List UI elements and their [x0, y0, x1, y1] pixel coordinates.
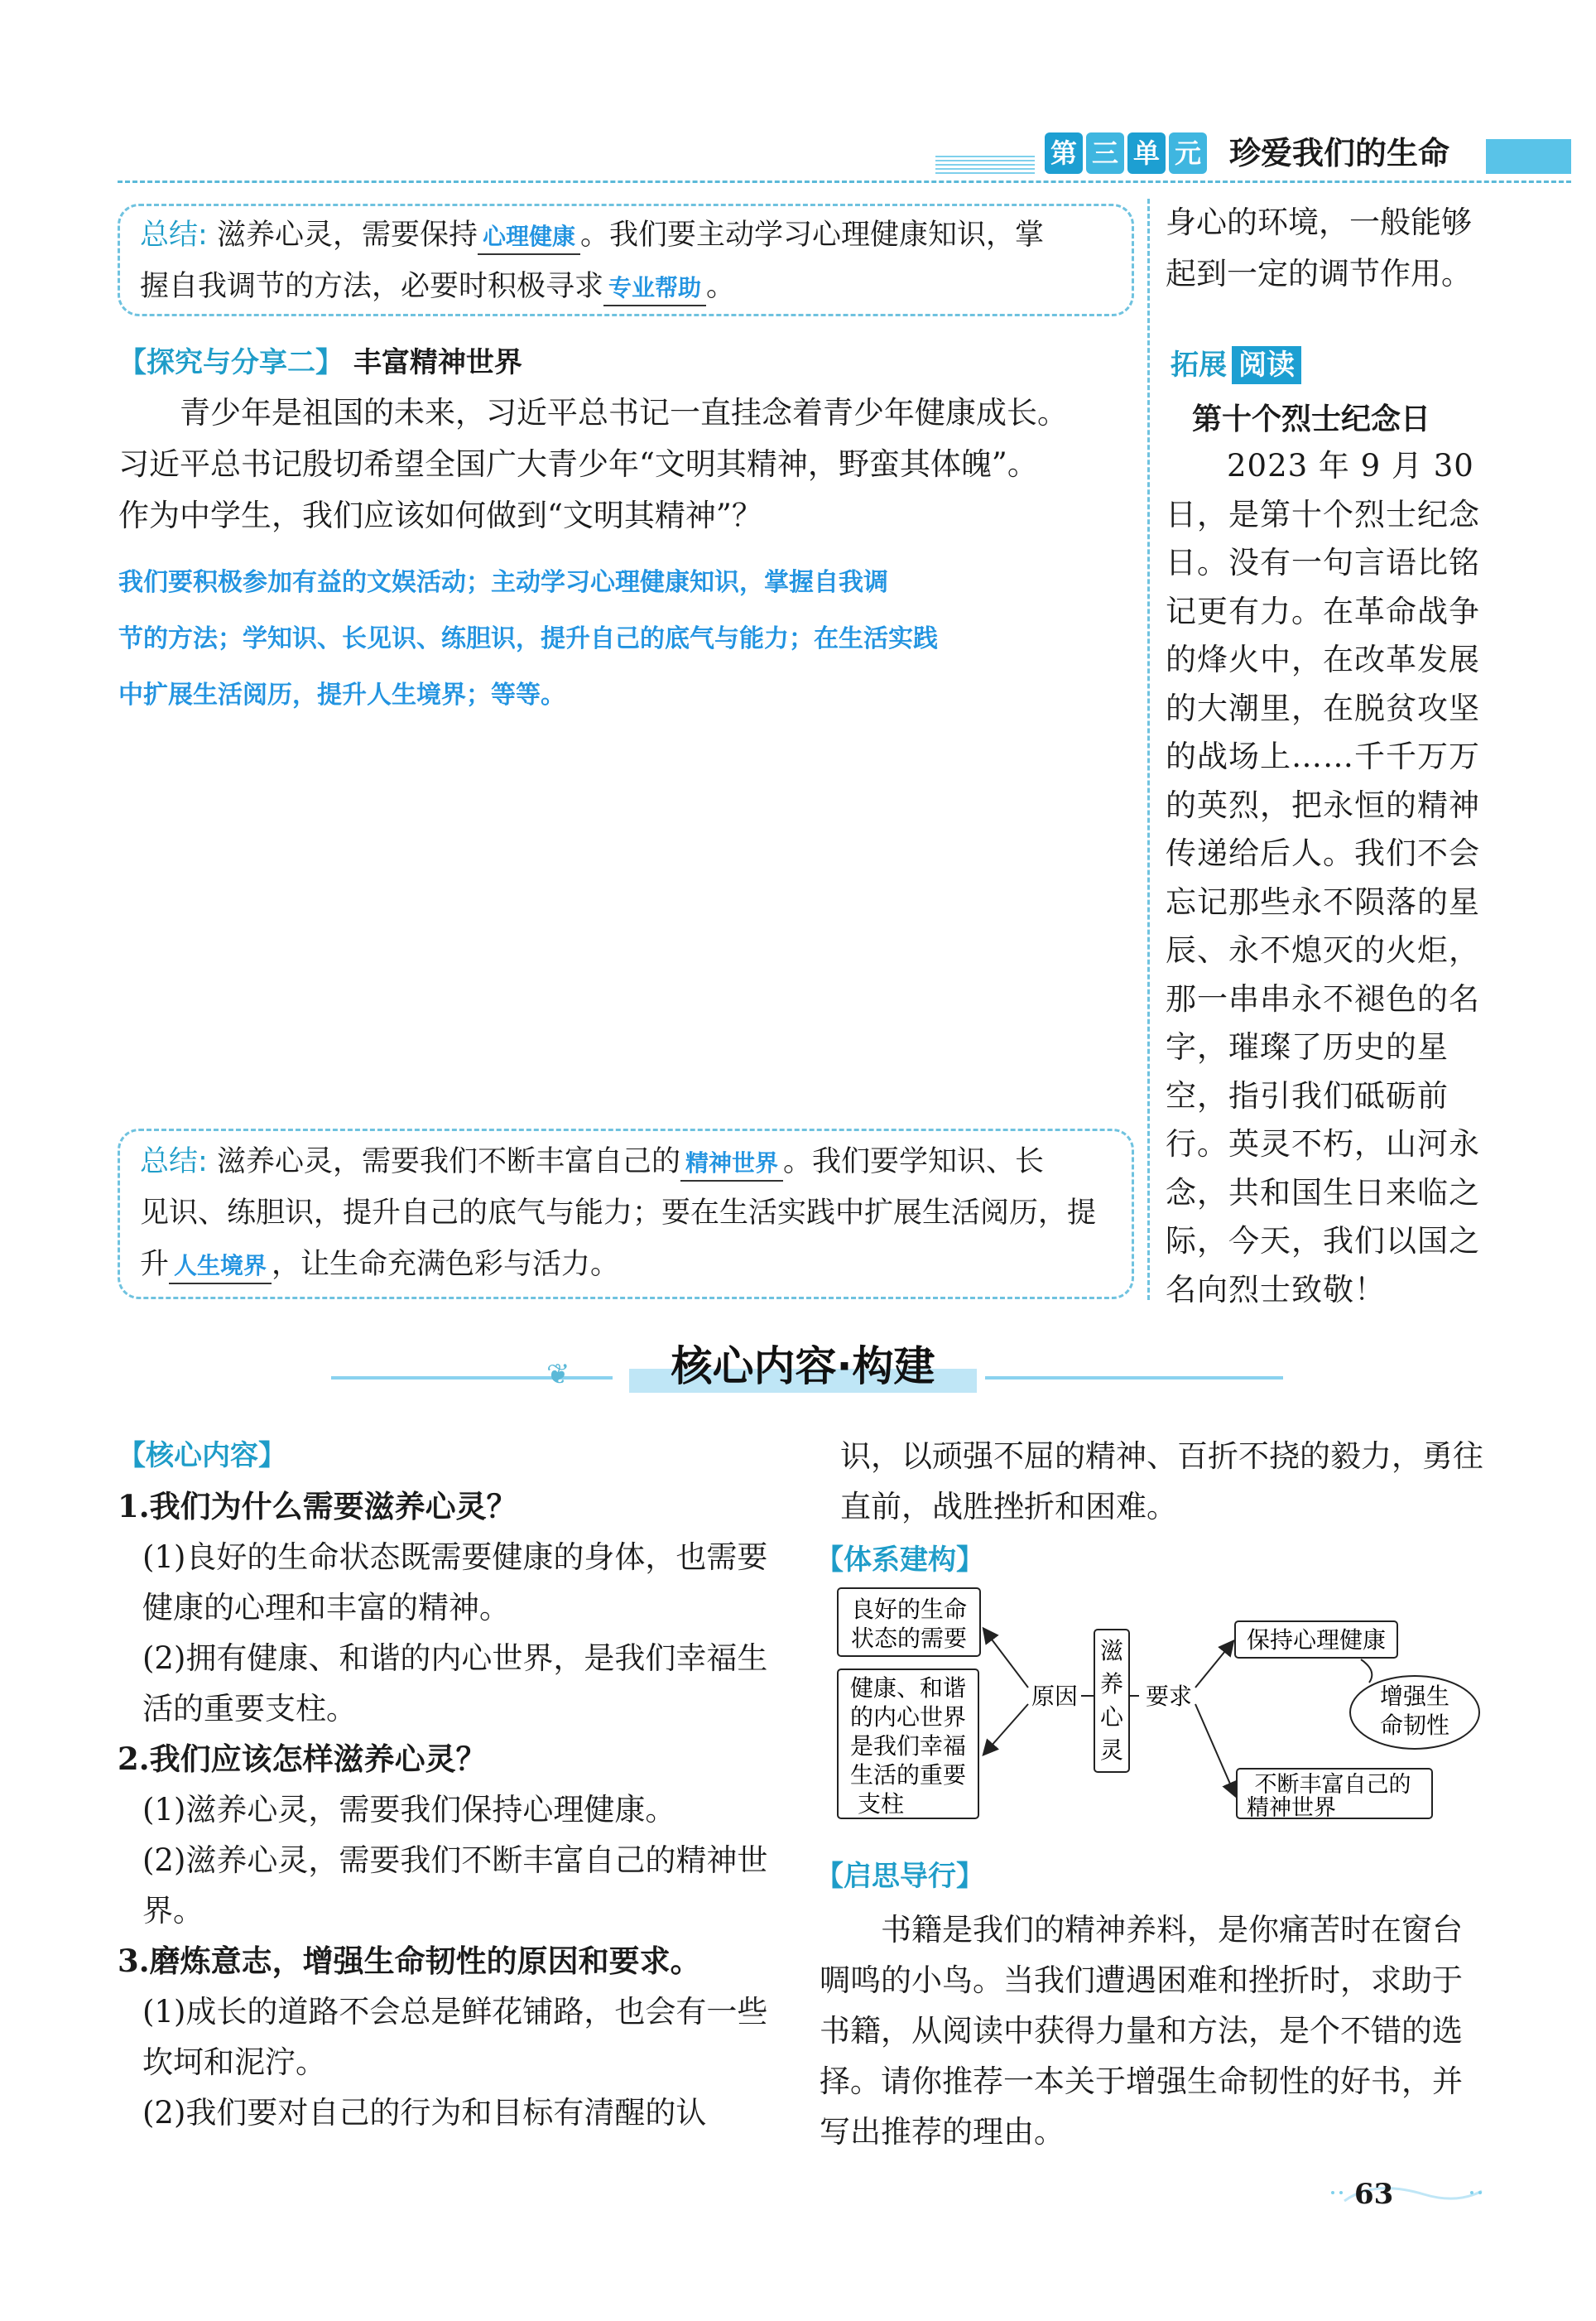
swirl-icon: ❦ [546, 1358, 570, 1391]
paragraph-line: 青少年是祖国的未来，习近平总书记一直挂念着青少年健康成长。 [180, 395, 1068, 431]
core-banner-title: 核心内容·构建 [629, 1340, 977, 1393]
diagram-text: 不断丰富自己的 [1254, 1772, 1411, 1798]
tag-part: 阅读 [1232, 346, 1301, 384]
summary-text: ，让生命充满色彩与活力。 [272, 1248, 620, 1281]
answer-line: 中扩展生活阅历，提升人生境界；等等。 [118, 681, 565, 710]
section-title: 丰富精神世界 [353, 346, 522, 379]
question: 2.我们应该怎样滋养心灵？ [118, 1741, 487, 1777]
answer: (2)拥有健康、和谐的内心世界，是我们幸福生活的重要支柱。 [142, 1640, 768, 1726]
guide-text: 书籍是我们的精神养料，是你痛苦时在窗台啁鸣的小鸟。当我们遭遇困难和挫折时，求助于书籍，从阅读中获得力量和方法，是个不错的选择。请你推荐一本关于增强生命韧性的好书，并写出推荐的理由。 [820, 1912, 1463, 2150]
diagram-text: 良好的生命 [850, 1596, 968, 1623]
diagram-text: 保持心理健康 [1246, 1626, 1387, 1654]
answer: (2)滋养心灵，需要我们不断丰富自己的精神世界。 [142, 1842, 768, 1929]
page-number-decoration [1324, 2169, 1490, 2211]
core-content-right [815, 1431, 1494, 1586]
diagram-text: 增强生 [1379, 1683, 1450, 1710]
diagram-text: 要求 [1145, 1683, 1193, 1710]
diagram-text: 健康、和谐 [849, 1674, 967, 1702]
answer-blank: 精神世界 [680, 1147, 783, 1182]
banner-line [985, 1376, 1283, 1380]
answer: (2)我们要对自己的行为和目标有清醒的认 [142, 2095, 707, 2131]
diagram-text: 灵 [1099, 1736, 1124, 1764]
section-heading [118, 339, 522, 380]
unit-char: 单 [1127, 132, 1166, 174]
summary-text: 。 [706, 270, 736, 303]
diagram-text: 的内心世界 [849, 1703, 967, 1731]
extended-reading-title: 第十个烈士纪念日 [1192, 402, 1431, 436]
diagram-arrow [1195, 1642, 1233, 1688]
diagram-text: 滋 [1099, 1637, 1124, 1664]
diagram-text: 命韧性 [1379, 1712, 1450, 1739]
unit-char: 三 [1086, 132, 1124, 174]
diagram-text: 支柱 [857, 1790, 905, 1818]
extended-reading-tag [1166, 346, 1301, 384]
diagram-text: 心 [1099, 1703, 1124, 1731]
header-bar [1486, 139, 1571, 174]
diagram-text: 养 [1099, 1670, 1124, 1697]
header-divider [118, 181, 1571, 183]
diagram-arrow [1195, 1704, 1235, 1795]
summary-text: 见识、练胆识，提升自己的底气与能力；要在生活实践中扩展生活阅历，提 [140, 1197, 1097, 1230]
handwritten-answer [118, 555, 1141, 724]
summary-label: 总结: [140, 1145, 208, 1178]
sidebar-top-text [1166, 197, 1493, 300]
answer-line: 节的方法；学知识、长见识、练胆识，提升自己的底气与能力；在生活实践 [118, 624, 938, 653]
sidebar-line: 身心的环境，一般能够 [1166, 205, 1472, 240]
diagram-text: 生活的重要 [849, 1761, 967, 1789]
summary-label: 总结: [140, 219, 208, 252]
summary-text: 滋养心灵，需要我们不断丰富自己的 [216, 1145, 680, 1178]
summary-text: 。我们要学知识、长 [782, 1145, 1044, 1178]
diagram-arrow [984, 1704, 1028, 1754]
tag-part: 拓展 [1166, 346, 1232, 384]
diagram-text: 原因 [1031, 1683, 1079, 1710]
section-bracket: 【探究与分享二】 [118, 346, 344, 379]
page-number: 63 [1354, 2178, 1394, 2211]
diagram-text: 状态的需要 [850, 1625, 968, 1652]
answer: (1)成长的道路不会总是鲜花铺路，也会有一些坎坷和泥泞。 [142, 1994, 768, 2080]
guide-tag: 【启思导行】 [815, 1860, 984, 1893]
answer-blank: 专业帮助 [603, 272, 706, 306]
core-tag: 【核心内容】 [118, 1439, 286, 1472]
diagram-arrow [984, 1630, 1028, 1688]
summary-text: 滋养心灵，需要保持 [216, 219, 478, 252]
answer-blank: 人生境界 [169, 1250, 272, 1284]
answer: (1)滋养心灵，需要我们保持心理健康。 [142, 1792, 676, 1827]
question: 3.磨炼意志，增强生命韧性的原因和要求。 [118, 1943, 701, 1979]
answer-continued: 识，以顽强不屈的精神、百折不挠的毅力，勇往直前，战胜挫折和困难。 [840, 1438, 1483, 1524]
banner-line [331, 1376, 613, 1380]
summary-text: 升 [140, 1248, 170, 1281]
sidebar-line: 起到一定的调节作用。 [1166, 256, 1472, 291]
paragraph-line: 习近平总书记殷切希望全国广大青少年“文明其精神，野蛮其体魄”。 [118, 446, 1038, 482]
diagram-text: 是我们幸福 [849, 1732, 967, 1760]
header-decoration [935, 156, 1035, 174]
unit-badge [1045, 132, 1207, 174]
section-paragraph [118, 388, 1137, 542]
diagram-curve [1361, 1659, 1372, 1683]
unit-title: 珍爱我们的生命 [1229, 135, 1450, 171]
diagram-text: 精神世界 [1247, 1795, 1336, 1820]
question: 1.我们为什么需要滋养心灵？ [118, 1488, 517, 1524]
system-diagram [831, 1580, 1485, 1820]
sidebar-divider [1147, 199, 1150, 1300]
paragraph-line: 作为中学生，我们应该如何做到“文明其精神”？ [118, 498, 762, 533]
answer-blank: 心理健康 [478, 220, 580, 255]
unit-char: 元 [1169, 132, 1207, 174]
answer: (1)良好的生命状态既需要健康的身体，也需要健康的心理和丰富的精神。 [142, 1539, 768, 1625]
summary-box-2 [118, 1129, 1134, 1299]
answer-line: 我们要积极参加有益的文娱活动；主动学习心理健康知识，掌握自我调 [118, 568, 888, 597]
summary-text: 握自我调节的方法，必要时积极寻求 [140, 270, 604, 303]
extended-reading-body: 2023 年 9 月 30 日，是第十个烈士纪念日。没有一句言语比铭记更有力。在革命战争的烽火中，在改革发展的大潮里，在脱贫攻坚的战场上……千千万万的英烈，把永恒的精神传递给后人。我们不会忘记那些永不陨落的星辰、永不熄灭的火炬，那一串串永不褪色的名字，璀璨了历史的星空，指引我们砥砺前行。英灵不朽，山河永念，共和国生日来临之际，今天，我们以国之名向烈士致敬！ [1166, 448, 1480, 1307]
core-content-column [118, 1431, 780, 2138]
summary-box-1 [118, 204, 1134, 316]
system-tag: 【体系建构】 [815, 1543, 984, 1577]
unit-char: 第 [1045, 132, 1083, 174]
summary-text: 。我们要主动学习心理健康知识，掌 [579, 219, 1044, 252]
